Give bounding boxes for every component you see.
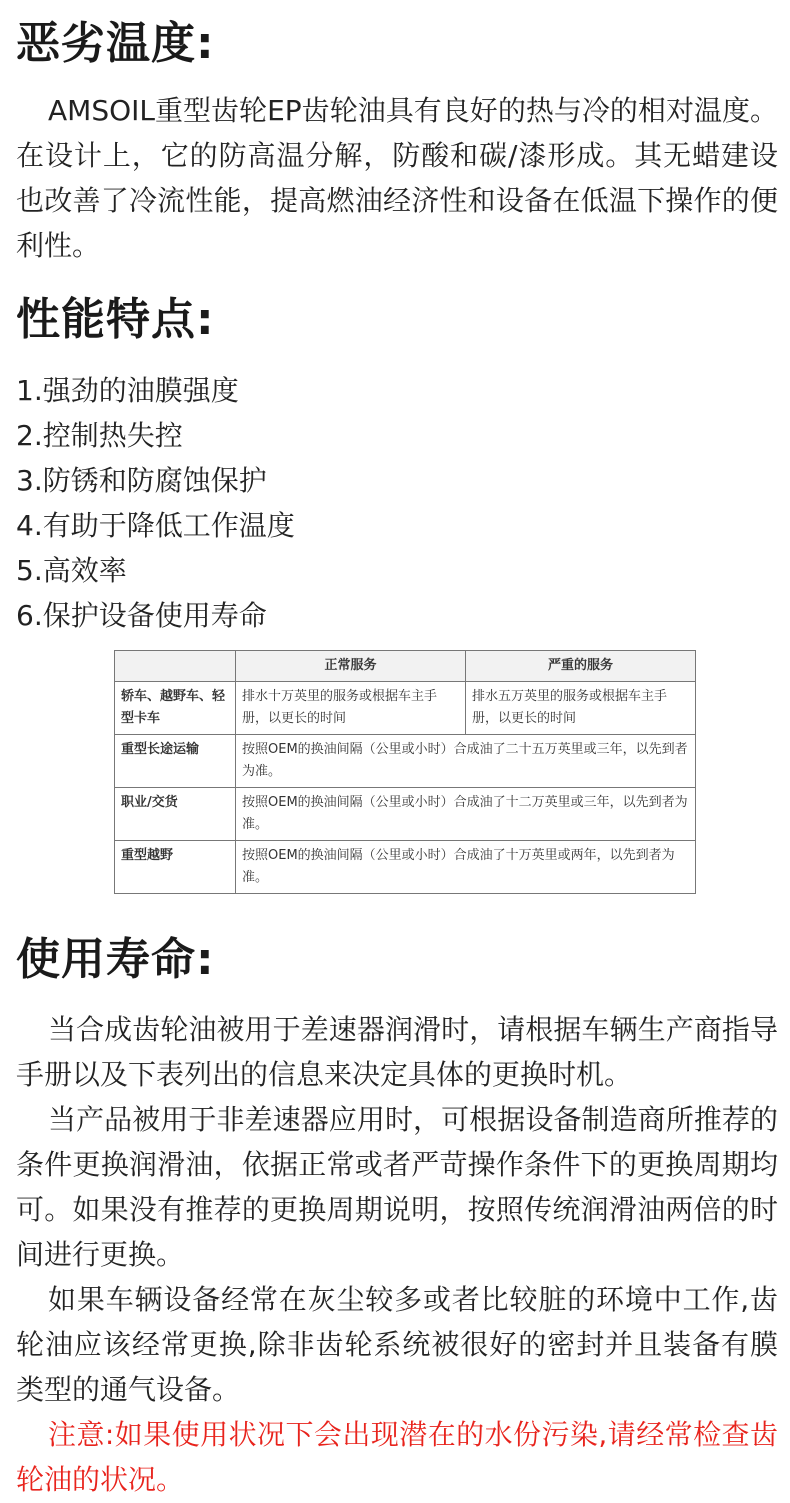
heading-service-life: 使用寿命: — [16, 934, 215, 985]
service-life-paragraph-2: 当产品被用于非差速器应用时，可根据设备制造商所推荐的条件更换润滑油，依据正常或者严苛操作条件下的更换周期均可。如果没有推荐的更换周期说明，按照传统润滑油两倍的时间进行更换。 — [16, 1103, 778, 1271]
table-header-normal: 正常服务 — [236, 651, 466, 682]
heading-harsh-temperature: 恶劣温度: — [16, 18, 215, 69]
list-item: 2.控制热失控 — [16, 419, 183, 452]
list-item: 1.强劲的油膜强度 — [16, 374, 239, 407]
cell-normal: 排水十万英里的服务或根据车主手册，以更长的时间 — [236, 682, 466, 735]
table-header-row — [115, 651, 696, 682]
heading-features: 性能特点: — [16, 294, 215, 345]
temperature-paragraph: AMSOIL重型齿轮EP齿轮油具有良好的热与冷的相对温度。在设计上，它的防高温分解，防酸和碳/漆形成。其无蜡建设也改善了冷流性能，提高燃油经济性和设备在低温下操作的便利性。 — [16, 94, 778, 262]
list-item: 3.防锈和防腐蚀保护 — [16, 464, 267, 497]
feature-list — [16, 368, 295, 638]
table-header-severe: 严重的服务 — [466, 651, 696, 682]
service-interval-table — [114, 650, 696, 894]
table-row — [115, 841, 696, 894]
row-label: 重型长途运输 — [115, 735, 236, 788]
row-label: 重型越野 — [115, 841, 236, 894]
water-contamination-warning: 注意:如果使用状况下会出现潜在的水份污染,请经常检查齿轮油的状况。 — [16, 1418, 778, 1496]
list-item: 4.有助于降低工作温度 — [16, 509, 295, 542]
table-row — [115, 788, 696, 841]
table-row — [115, 735, 696, 788]
cell-severe: 排水五万英里的服务或根据车主手册，以更长的时间 — [466, 682, 696, 735]
table-row — [115, 682, 696, 735]
service-life-paragraph-3: 如果车辆设备经常在灰尘较多或者比较脏的环境中工作,齿轮油应该经常更换,除非齿轮系统被很好的密封并且装备有膜类型的通气设备。 — [16, 1283, 778, 1406]
table-header-empty — [115, 651, 236, 682]
row-label: 职业/交货 — [115, 788, 236, 841]
cell-merged: 按照OEM的换油间隔（公里或小时）合成油了十二万英里或三年，以先到者为准。 — [236, 788, 696, 841]
list-item: 5.高效率 — [16, 554, 127, 587]
cell-merged: 按照OEM的换油间隔（公里或小时）合成油了二十五万英里或三年，以先到者为准。 — [236, 735, 696, 788]
list-item: 6.保护设备使用寿命 — [16, 599, 267, 632]
row-label: 轿车、越野车、轻型卡车 — [115, 682, 236, 735]
service-life-paragraph-1: 当合成齿轮油被用于差速器润滑时，请根据车辆生产商指导手册以及下表列出的信息来决定具体的更换时机。 — [16, 1013, 778, 1091]
cell-merged: 按照OEM的换油间隔（公里或小时）合成油了十万英里或两年，以先到者为准。 — [236, 841, 696, 894]
